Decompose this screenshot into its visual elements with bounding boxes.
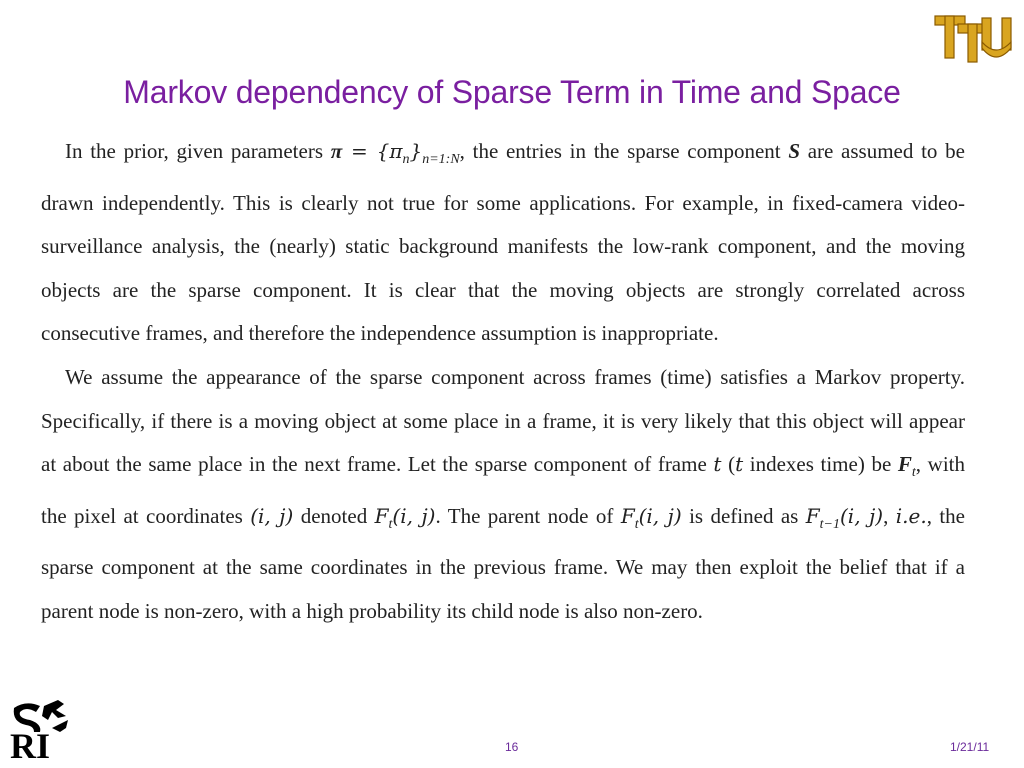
p2-text-6: . The parent node of [435,503,621,528]
ft-subscript-1: t [388,516,393,532]
page-number: 16 [505,740,519,754]
p2-text-8: , [883,503,896,528]
ftm1-args: (i, j) [840,503,884,528]
ttu-logo-icon [932,10,1012,66]
ft-args-2: (i, j) [638,503,682,528]
p2-text-3: indexes time) be [743,452,898,477]
p1-text-1: In the prior, given parameters [65,139,331,163]
slide-date: 1/21/11 [950,740,990,754]
p2-text-7: is defined as [681,503,806,528]
slide-title: Markov dependency of Sparse Term in Time and Space [123,74,901,110]
ft-symbol-1: F [374,503,389,528]
pi-n-symbol: π [389,139,403,163]
ft-symbol-2: F [620,503,635,528]
p2-text-4: , with the pixel at coordinates [41,452,965,528]
p2-text-1: We assume the appearance of the sparse component across frames (time) satisfies a Markov property. Specifically, if there is a moving object at some place in a frame, it is very likely that this object will appear at about the same place in the next frame. Let the sparse component of frame [41,364,965,477]
range-subscript: n=1:N [422,152,460,167]
ftm1-symbol: F [805,503,820,528]
paragraph-1 [41,130,965,356]
t-symbol-2: t [735,452,744,477]
f-bold-symbol: F [897,452,912,477]
ftm1-subscript: t−1 [819,516,840,532]
p2-text-5: denoted [293,503,375,528]
s-bold-symbol: S [788,139,800,163]
paragraph-2 [41,356,965,634]
ft-args-1: (i, j) [392,503,436,528]
ft-subscript-2: t [634,516,639,532]
pi-bold-symbol: π [330,139,343,163]
pi-n-subscript: n [402,152,410,167]
p1-text-2: , the entries in the sparse component [459,139,789,163]
p1-text-3: are assumed to be drawn independently. This is clearly not true for some applications. For example, in fixed-camera video-surveillance analysis, the (nearly) static background manifests the low-rank component, and the moving objects are the sparse component. It is clear that the moving objects are strongly correlated across consecutive frames, and therefore the independence assumption is inappropriate. [41,139,965,346]
svg-text:RI: RI [10,726,51,762]
p2-text-9: , the sparse component at the same coordinates in the previous frame. We may then exploit the belief that if a parent node is non-zero, with a high probability its child node is also non-zero. [41,503,965,623]
slide-body [41,130,965,634]
ie-text: i.e. [895,503,927,528]
ri-logo-icon [6,698,76,762]
coord-symbol: (i, j) [250,503,294,528]
equals-brace: = { [342,139,390,163]
close-brace: } [409,139,423,163]
p2-text-2: ( [721,452,736,477]
t-symbol-1: t [713,452,722,477]
f-bold-subscript: t [911,465,916,481]
